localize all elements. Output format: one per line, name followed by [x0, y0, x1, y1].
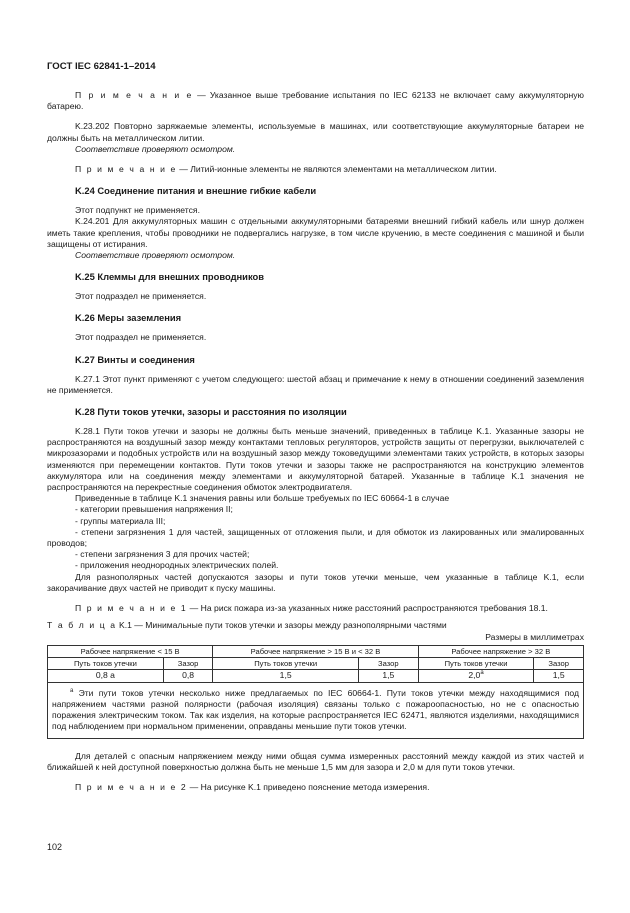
note-text: — На риск пожара из-за указанных ниже расстояний распространяются требования 18.1.	[187, 603, 548, 614]
note-2-paragraph	[47, 782, 584, 793]
table-subheader: Зазор	[163, 657, 213, 669]
table-cell	[418, 669, 534, 682]
footnote-mark: a	[70, 687, 74, 694]
page-number: 102	[47, 842, 63, 852]
note-label: П р и м е ч а н и е 1	[75, 603, 188, 614]
footnote-text: Эти пути токов утечки несколько ниже предлагаемых по IEC 60664-1. Пути токов утечки между находящимися под напряжением частями разной полярности (рабочая изоляция) связаны только с пожароопасностью, но не с опасностью поражения электрическим током. Так как изделия, на которые распространяется IEC 62471, являются изделиями, находящимися под наблюдением при нормальном применении, оправданы меньшие пути токов утечки.	[52, 687, 579, 732]
list-item: - приложения неоднородных электрических полей.	[75, 560, 279, 571]
note-text: — На рисунке K.1 приведено пояснение метода измерения.	[187, 781, 430, 792]
note-paragraph	[47, 90, 584, 112]
table-subheader-row	[48, 657, 584, 669]
clause-k23-202: K.23.202 Повторно заряжаемые элементы, используемые в машинах, или соответствующие аккумуляторные батареи не должны быть на металлическом литии.	[47, 121, 584, 143]
heading-k24: K.24 Соединение питания и внешние гибкие кабели	[75, 185, 317, 197]
document-body	[47, 90, 584, 793]
table-cell: 1,5	[534, 669, 584, 682]
note-text: — Литий-ионные элементы не являются элементами на металлическом литии.	[176, 164, 497, 175]
note-label: П р и м е ч а н и е	[75, 164, 177, 175]
standard-header: ГОСТ IEC 62841-1–2014	[47, 61, 156, 72]
heading-k28: K.28 Пути токов утечки, зазоры и расстояния по изоляции	[75, 406, 347, 418]
table-group-header: Рабочее напряжение > 32 В	[418, 645, 583, 657]
list-item: - группы материала III;	[75, 515, 166, 526]
clause-k27-1: K.27.1 Этот пункт применяют с учетом следующего: шестой абзац и примечание к нему в отношении соединений заземления не применяется.	[47, 373, 584, 395]
table-k1	[47, 645, 584, 739]
table-subheader: Зазор	[359, 657, 419, 669]
heading-k26: K.26 Меры заземления	[75, 312, 182, 324]
table-subheader: Путь токов утечки	[213, 657, 359, 669]
table-group-header: Рабочее напряжение > 15 В и < 32 В	[213, 645, 418, 657]
table-units: Размеры в миллиметрах	[485, 631, 584, 642]
paragraph: Для деталей с опасным напряжением между ними общая сумма измеренных расстояний между каждой из этих частей и ближайшей к ней доступной поверхностью должна быть не меньше 1,5 мм для зазора и 2,0 м для пути токов утечки.	[47, 750, 584, 772]
table-subheader: Путь токов утечки	[418, 657, 534, 669]
table-cell: 0,8	[163, 669, 213, 682]
footnote-ref: a	[480, 670, 484, 677]
table-cell: 1,5	[213, 669, 359, 682]
note-label: П р и м е ч а н и е 2	[75, 781, 188, 792]
note-paragraph	[47, 164, 584, 175]
list-item: - степени загрязнения 3 для прочих частей;	[75, 549, 250, 560]
list-item: - степени загрязнения 1 для частей, защищенных от отложения пыли, и для обмоток из лакированных или эмалированных проводов;	[47, 526, 584, 549]
table-row	[48, 669, 584, 682]
table-title	[47, 620, 584, 631]
table-title-text: K.1 — Минимальные пути токов утечки и зазоры между разнополярными частями	[116, 620, 447, 631]
note-label: П р и м е ч а н и е	[75, 90, 193, 100]
heading-k27: K.27 Винты и соединения	[75, 353, 195, 365]
table-subheader: Путь токов утечки	[48, 657, 164, 669]
heading-k25: K.25 Клеммы для внешних проводников	[75, 271, 265, 283]
note-1-paragraph	[47, 603, 584, 614]
table-label: Т а б л и ц а	[47, 620, 117, 631]
table-cell-value: 2,0	[468, 670, 481, 681]
paragraph: Этот подраздел не применяется.	[75, 332, 207, 343]
compliance-line: Соответствие проверяют осмотром.	[75, 143, 236, 154]
clause-k24-201: K.24.201 Для аккумуляторных машин с отдельными аккумуляторными батареями внешний гибкий кабель или шнур должен иметь такие крепления, чтобы проводники не подвергались нагрузке, в том числе кручению, в месте соединения с машиной и были защищены от истирания.	[47, 216, 584, 249]
compliance-line: Соответствие проверяют осмотром.	[75, 250, 236, 261]
paragraph: Этот подпункт не применяется.	[75, 205, 200, 216]
table-cell: 0,8 a	[48, 669, 164, 682]
table-group-row	[48, 645, 584, 657]
paragraph: Для разнополярных частей допускаются зазоры и пути токов утечки меньше, чем указанные в таблице K.1, если закорачивание двух частей не приводит к пуску машины.	[47, 571, 584, 593]
clause-k28-1: K.28.1 Пути токов утечки и зазоры не должны быть меньше значений, приведенных в таблице K.1. Указанные зазоры не распространяются на воздушный зазор между контактами тепловых регуляторов, устройств защиты от перегрузки, выключателей с микрозазорами и подобных устройств или на воздушный зазор между токоведущими элементами таких устройств, в которых зазоры изменяются при перемещении контактов. Пути токов утечки и зазоры также не распространяются на конструкцию элементов аккумулятора или на соединения между элементами и аккумуляторной батарей. Указанные в таблице K.1 значения не распространяются на перекрестные соединения обмоток электродвигателя.	[47, 426, 584, 493]
table-footnote-row	[48, 682, 584, 738]
table-footnote	[48, 682, 584, 738]
list-item: - категории превышения напряжения II;	[75, 504, 233, 515]
note-text: — Указанное выше требование испытания по IEC 62133 не включает саму аккумуляторную батарею.	[47, 90, 584, 112]
table-group-header: Рабочее напряжение < 15 В	[48, 645, 213, 657]
paragraph: Приведенные в таблице K.1 значения равны или больше требуемых по IEC 60664-1 в случае	[75, 493, 450, 504]
paragraph: Этот подраздел не применяется.	[75, 291, 207, 302]
table-cell: 1,5	[359, 669, 419, 682]
table-subheader: Зазор	[534, 657, 584, 669]
